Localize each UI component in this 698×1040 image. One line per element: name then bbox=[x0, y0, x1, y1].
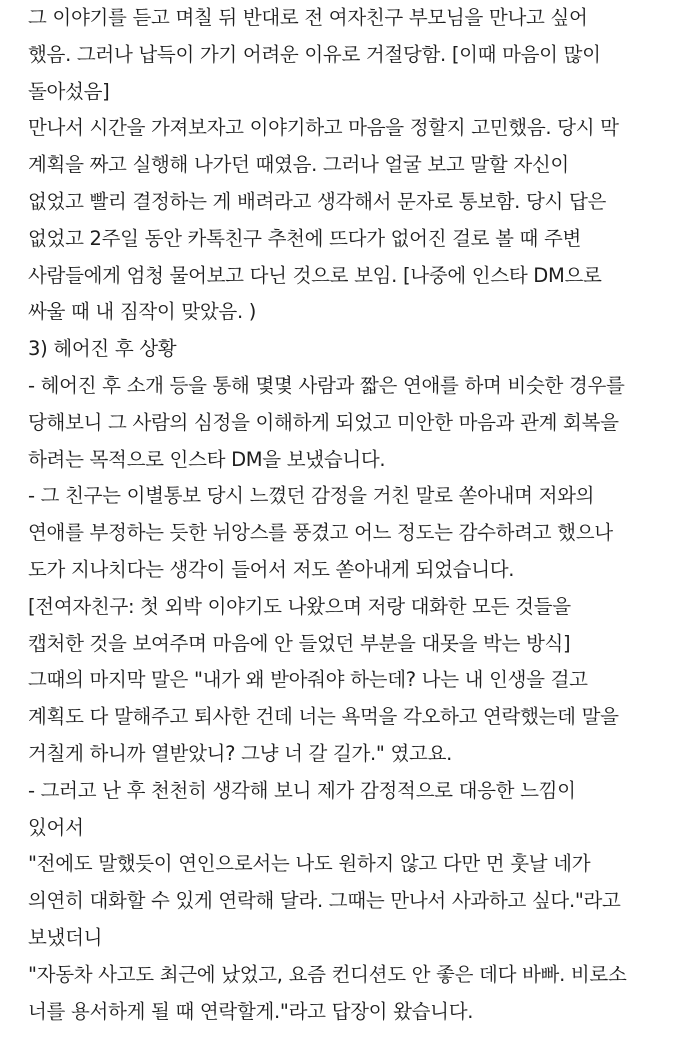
text-line: 너를 용서하게 될 때 연락할게."라고 답장이 왔습니다. bbox=[28, 999, 474, 1023]
text-line: 사람들에게 엄청 물어보고 다닌 것으로 보임. [나중에 인스타 DM으로 bbox=[28, 263, 602, 287]
text-line: 그 이야기를 듣고 며칠 뒤 반대로 전 여자친구 부모님을 만나고 싶어 bbox=[28, 6, 588, 29]
text-line: "자동차 사고도 최근에 났었고, 요즘 컨디션도 안 좋은 데다 바빠. 비로소 bbox=[28, 962, 627, 986]
text-line: 있어서 bbox=[28, 815, 84, 839]
text-line: 거칠게 하니까 열받았니? 그냥 너 갈 길가." 였고요. bbox=[28, 741, 453, 765]
text-line: 만나서 시간을 가져보자고 이야기하고 마음을 정할지 고민했음. 당시 막 bbox=[28, 116, 619, 140]
text-line: 했음. 그러나 납득이 가기 어려운 이유로 거절당함. [이때 마음이 많이 bbox=[28, 42, 601, 66]
text-line: 당해보니 그 사람의 심정을 이해하게 되었고 미안한 마음과 관계 회복을 bbox=[28, 410, 619, 434]
text-line: 도가 지나치다는 생각이 들어서 저도 쏟아내게 되었습니다. bbox=[28, 557, 515, 581]
text-line: 없었고 2주일 동안 카톡친구 추천에 뜨다가 없어진 걸로 볼 때 주변 bbox=[28, 226, 582, 250]
text-line: 그때의 마지막 말은 "내가 왜 받아줘야 하는데? 나는 내 인생을 걸고 bbox=[28, 668, 588, 692]
text-line: 연애를 부정하는 듯한 뉘앙스를 풍겼고 어느 정도는 감수하려고 했으나 bbox=[28, 521, 613, 545]
text-line: 싸울 때 내 짐작이 맞았음. ) bbox=[28, 300, 257, 324]
section-heading: 3) 헤어진 후 상황 bbox=[28, 337, 177, 361]
text-line: 보냈더니 bbox=[28, 925, 103, 949]
text-line: 계획을 짜고 실행해 나가던 때였음. 그러나 얼굴 보고 말할 자신이 bbox=[28, 153, 569, 177]
text-line: 돌아섰음] bbox=[28, 79, 110, 103]
text-line: 없었고 빨리 결정하는 게 배려라고 생각해서 문자로 통보함. 당시 답은 bbox=[28, 189, 607, 213]
text-line: - 그러고 난 후 천천히 생각해 보니 제가 감정적으로 대응한 느낌이 bbox=[28, 778, 576, 802]
text-line: "전에도 말했듯이 연인으로서는 나도 원하지 않고 다만 먼 훗날 네가 bbox=[28, 852, 591, 876]
text-line: - 헤어진 후 소개 등을 통해 몇몇 사람과 짧은 연애를 하며 비슷한 경우를 bbox=[28, 373, 625, 397]
text-line: 하려는 목적으로 인스타 DM을 보냈습니다. bbox=[28, 447, 386, 471]
text-line: - 그 친구는 이별통보 당시 느꼈던 감정을 거친 말로 쏟아내며 저와의 bbox=[28, 484, 595, 508]
text-line: 의연히 대화할 수 있게 연락해 달라. 그때는 만나서 사과하고 싶다."라고 bbox=[28, 889, 621, 913]
text-line: 캡처한 것을 보여주며 마음에 안 들었던 부분을 대못을 박는 방식] bbox=[28, 631, 571, 655]
text-line: 계획도 다 말해주고 퇴사한 건데 너는 욕먹을 각오하고 연락했는데 말을 bbox=[28, 705, 619, 729]
text-line: [전여자친구: 첫 외박 이야기도 나왔으며 저랑 대화한 모든 것들을 bbox=[28, 594, 571, 618]
